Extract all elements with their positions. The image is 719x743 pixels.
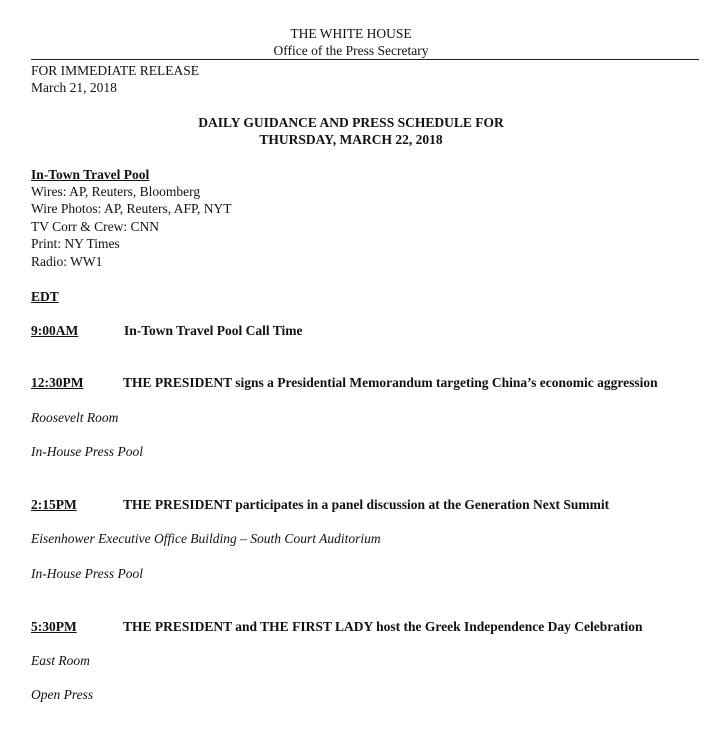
pool-line: Wire Photos: AP, Reuters, AFP, NYT xyxy=(31,201,232,216)
document-title-line1: DAILY GUIDANCE AND PRESS SCHEDULE FOR xyxy=(198,115,504,130)
schedule-press-access: In-House Press Pool xyxy=(31,444,143,459)
schedule-location: Eisenhower Executive Office Building – South Court Auditorium xyxy=(31,531,381,546)
schedule-event: In-Town Travel Pool Call Time xyxy=(124,323,303,338)
schedule-time: 9:00AM xyxy=(31,323,79,338)
header-divider xyxy=(31,59,699,60)
pool-heading: In-Town Travel Pool xyxy=(31,167,150,182)
header-org: THE WHITE HOUSE xyxy=(290,26,412,41)
release-label: FOR IMMEDIATE RELEASE xyxy=(31,63,199,78)
schedule-event: THE PRESIDENT participates in a panel discussion at the Generation Next Summit xyxy=(123,497,610,512)
schedule-time: 12:30PM xyxy=(31,375,84,390)
header-office: Office of the Press Secretary xyxy=(273,43,429,58)
schedule-press-access: Open Press xyxy=(31,687,94,702)
schedule-location: East Room xyxy=(31,653,90,668)
schedule-event: THE PRESIDENT and THE FIRST LADY host the Greek Independence Day Celebration xyxy=(123,619,643,634)
timezone-heading: EDT xyxy=(31,289,59,304)
pool-line: Radio: WW1 xyxy=(31,254,103,269)
pool-line: Wires: AP, Reuters, Bloomberg xyxy=(31,184,201,199)
schedule-press-access: In-House Press Pool xyxy=(31,566,143,581)
schedule-time: 5:30PM xyxy=(31,619,77,634)
document-title-line2: THURSDAY, MARCH 22, 2018 xyxy=(259,132,443,147)
pool-line: TV Corr & Crew: CNN xyxy=(31,219,159,234)
schedule-location: Roosevelt Room xyxy=(31,410,119,425)
pool-line: Print: NY Times xyxy=(31,236,120,251)
schedule-event: THE PRESIDENT signs a Presidential Memorandum targeting China’s economic aggression xyxy=(123,375,658,390)
release-date: March 21, 2018 xyxy=(31,80,117,95)
schedule-time: 2:15PM xyxy=(31,497,77,512)
